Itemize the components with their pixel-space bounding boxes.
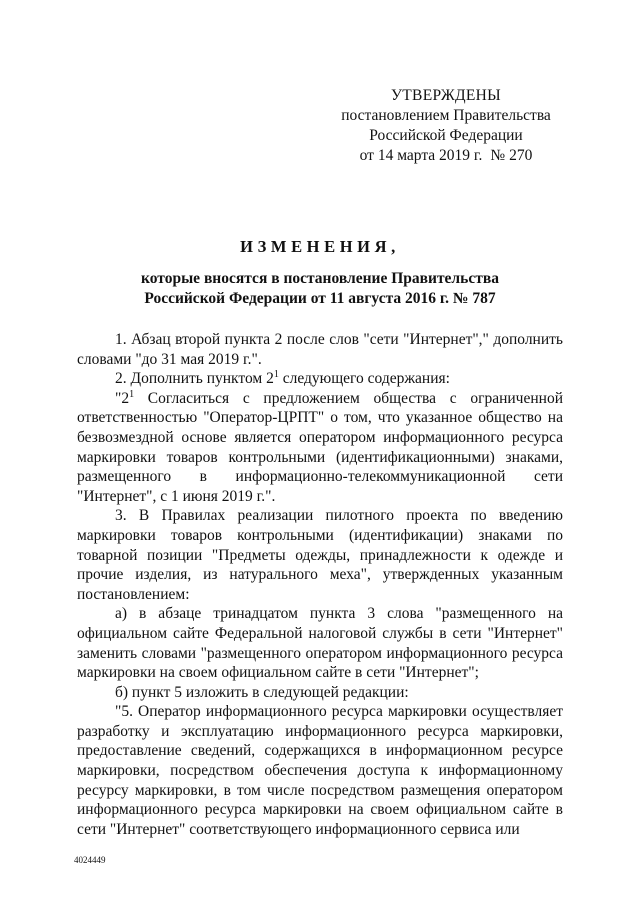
paragraph-7: "5. Оператор информационного ресурса маркировки осуществляет разработку и эксплуатацию информационного ресурса маркировки, предоставление сведений, содержащихся в информационном ресурсе маркировки, посредством обеспечения доступа к информационному ресурсу маркировки, в том числе посредством размещения оператором информационного ресурса маркировки на своем официальном сайте в сети "Интернет" соответствующего информационного сервиса или <box>77 703 563 838</box>
paragraph-2-superscript: 1 <box>273 369 279 381</box>
paragraph-2 <box>77 369 563 389</box>
document-code: 4024449 <box>74 855 106 865</box>
paragraph-2-start: 2. Дополнить пунктом 2 <box>115 370 274 388</box>
approval-title: УТВЕРЖДЕНЫ <box>391 87 501 104</box>
paragraph-2-end: следующего содержания: <box>278 370 450 388</box>
approval-line-government: постановлением Правительства <box>341 107 551 124</box>
paragraph-4: 3. В Правилах реализации пилотного проекта по введению маркировки товаров контрольными (идентификации) знаками по товарной позиции "Предметы одежды, принадлежности к одежде и прочие изделия, из натурального меха", утвержденных указанным постановлением: <box>77 507 563 603</box>
document-subtitle-line2: Российской Федерации от 11 августа 2016 г. № 787 <box>144 290 496 307</box>
document-heading <box>70 236 570 309</box>
paragraph-3-superscript: 1 <box>129 388 135 400</box>
paragraph-5: а) в абзаце тринадцатом пункта 3 слова "размещенного на официальном сайте Федеральной налоговой службы в сети "Интернет" заменить словами "размещенного оператором информационного ресурса маркировки на своем официальном сайте в сети "Интернет"; <box>77 605 563 682</box>
document-body <box>77 330 563 839</box>
approval-number: № 270 <box>490 147 533 164</box>
approval-date-line <box>318 146 574 166</box>
paragraph-3 <box>77 389 563 507</box>
paragraph-1: 1. Абзац второй пункта 2 после слов "сети "Интернет"," дополнить словами "до 31 мая 2019 г.". <box>77 331 563 368</box>
document-title: ИЗМЕНЕНИЯ, <box>240 237 400 256</box>
approval-block <box>318 86 574 166</box>
approval-date: от 14 марта 2019 г. <box>359 147 483 164</box>
paragraph-6: б) пункт 5 изложить в следующей редакции: <box>115 683 409 701</box>
paragraph-3-start: "2 <box>115 389 130 407</box>
paragraph-3-end: Согласиться с предложением общества с ограниченной ответственностью "Оператор-ЦРПТ" о том, что указанное общество на безвозмездной основе является оператором информационного ресурса маркировки товаров контрольными (идентификационными) знаками, размещенного в информационно-телекоммуникационной сети "Интернет", с 1 июня 2019 г.". <box>77 389 563 505</box>
document-subtitle-line1: которые вносятся в постановление Правительства <box>141 270 499 287</box>
document-subtitle <box>70 269 570 309</box>
approval-line-federation: Российской Федерации <box>369 127 523 144</box>
